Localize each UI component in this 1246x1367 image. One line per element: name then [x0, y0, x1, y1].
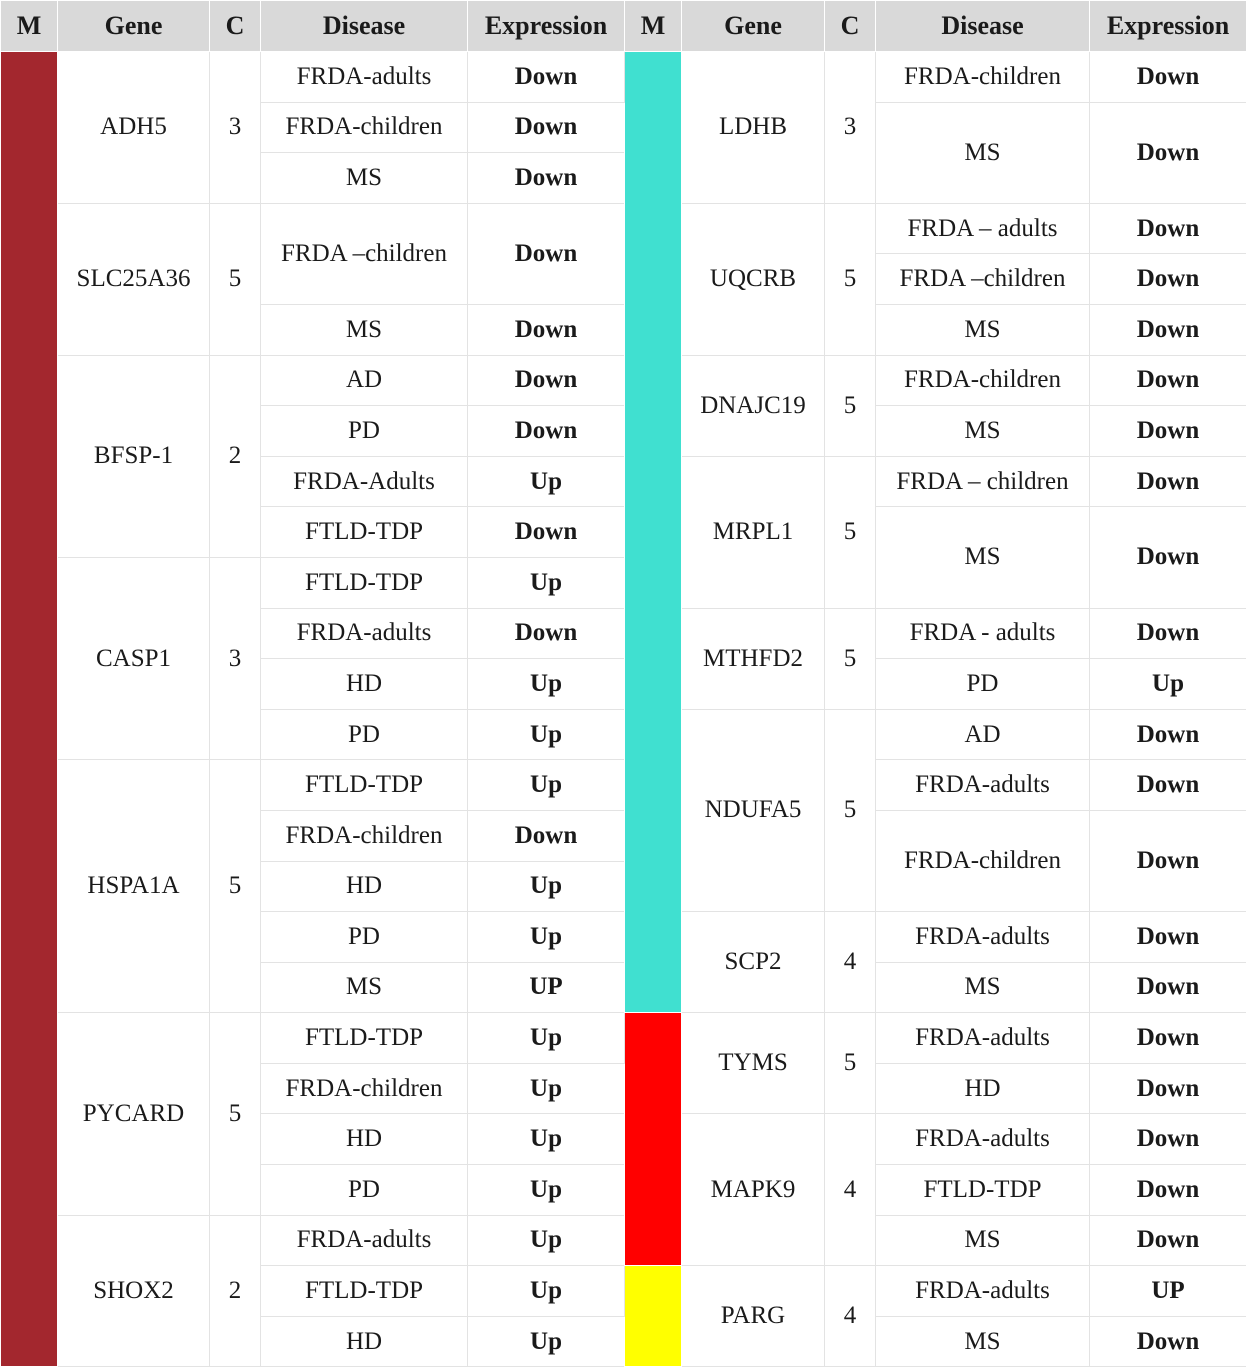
gene-cell: BFSP-1 — [58, 355, 210, 557]
expression-cell: Up — [468, 861, 625, 912]
expression-cell: Down — [468, 304, 625, 355]
expression-cell: Down — [1090, 1114, 1246, 1165]
disease-cell: FRDA-adults — [261, 52, 468, 103]
disease-cell: FRDA – adults — [876, 203, 1090, 254]
expression-cell: Down — [468, 102, 625, 153]
expression-cell: Down — [468, 810, 625, 861]
disease-cell: FRDA-Adults — [261, 456, 468, 507]
table-row — [1, 1215, 1246, 1266]
gene-cell: MAPK9 — [682, 1114, 825, 1266]
gene-cell: SHOX2 — [58, 1215, 210, 1367]
disease-cell: FRDA-adults — [876, 760, 1090, 811]
disease-cell: AD — [876, 709, 1090, 760]
disease-cell: FRDA-adults — [261, 1215, 468, 1266]
count-cell: 5 — [210, 1013, 261, 1215]
header-c-right: C — [825, 1, 876, 52]
disease-cell: MS — [876, 1316, 1090, 1367]
gene-cell: MTHFD2 — [682, 608, 825, 709]
disease-cell: HD — [261, 1114, 468, 1165]
header-m-right: M — [625, 1, 682, 52]
count-cell: 4 — [825, 912, 876, 1013]
count-cell: 5 — [825, 355, 876, 456]
expression-cell: Down — [468, 608, 625, 659]
module-color-cell — [625, 1266, 682, 1367]
count-cell: 4 — [825, 1114, 876, 1266]
disease-cell: MS — [261, 962, 468, 1013]
table-row — [1, 1013, 1246, 1064]
expression-cell: Down — [468, 153, 625, 204]
header-c-left: C — [210, 1, 261, 52]
expression-cell: Down — [1090, 52, 1246, 103]
header-gene-left: Gene — [58, 1, 210, 52]
expression-cell: UP — [468, 962, 625, 1013]
expression-cell: UP — [1090, 1266, 1246, 1317]
expression-cell: Up — [468, 1165, 625, 1216]
count-cell: 5 — [825, 203, 876, 355]
count-cell: 5 — [210, 760, 261, 1013]
disease-cell: HD — [261, 659, 468, 710]
disease-cell: FRDA – children — [876, 456, 1090, 507]
expression-cell: Up — [468, 1266, 625, 1317]
disease-cell: FRDA-children — [876, 52, 1090, 103]
disease-cell: PD — [876, 659, 1090, 710]
module-color-cell — [625, 52, 682, 1013]
gene-cell: TYMS — [682, 1013, 825, 1114]
expression-cell: Up — [468, 912, 625, 963]
expression-cell: Up — [468, 1215, 625, 1266]
module-color-cell — [1, 52, 58, 1367]
count-cell: 5 — [825, 456, 876, 608]
header-disease-left: Disease — [261, 1, 468, 52]
expression-cell: Down — [1090, 203, 1246, 254]
expression-cell: Down — [1090, 355, 1246, 406]
disease-cell: FRDA-adults — [261, 608, 468, 659]
disease-cell: PD — [261, 406, 468, 457]
expression-cell: Down — [1090, 760, 1246, 811]
disease-cell: HD — [261, 861, 468, 912]
expression-cell: Up — [468, 709, 625, 760]
count-cell: 5 — [210, 203, 261, 355]
disease-cell: FRDA-children — [876, 810, 1090, 911]
expression-cell: Down — [1090, 102, 1246, 203]
expression-cell: Down — [1090, 254, 1246, 305]
expression-cell: Down — [468, 507, 625, 558]
gene-cell: CASP1 — [58, 557, 210, 759]
disease-cell: MS — [876, 406, 1090, 457]
expression-cell: Down — [1090, 608, 1246, 659]
gene-cell: MRPL1 — [682, 456, 825, 608]
expression-cell: Down — [1090, 1013, 1246, 1064]
disease-cell: FTLD-TDP — [261, 1013, 468, 1064]
header-disease-right: Disease — [876, 1, 1090, 52]
count-cell: 2 — [210, 1215, 261, 1367]
gene-cell: UQCRB — [682, 203, 825, 355]
module-color-cell — [625, 1013, 682, 1266]
expression-cell: Down — [468, 355, 625, 406]
disease-cell: HD — [261, 1316, 468, 1367]
expression-cell: Down — [1090, 709, 1246, 760]
disease-cell: FRDA –children — [876, 254, 1090, 305]
disease-cell: MS — [261, 304, 468, 355]
expression-cell: Down — [468, 406, 625, 457]
expression-cell: Down — [1090, 304, 1246, 355]
disease-cell: FRDA –children — [261, 203, 468, 304]
disease-cell: FTLD-TDP — [261, 760, 468, 811]
expression-cell: Up — [468, 557, 625, 608]
expression-cell: Down — [1090, 1063, 1246, 1114]
header-gene-right: Gene — [682, 1, 825, 52]
disease-cell: FRDA - adults — [876, 608, 1090, 659]
expression-cell: Down — [1090, 1165, 1246, 1216]
table-row — [1, 355, 1246, 406]
expression-cell: Down — [1090, 507, 1246, 608]
expression-cell: Down — [468, 203, 625, 304]
gene-cell: PARG — [682, 1266, 825, 1367]
expression-cell: Down — [1090, 456, 1246, 507]
expression-cell: Down — [1090, 810, 1246, 911]
expression-cell: Down — [468, 52, 625, 103]
count-cell: 5 — [825, 1013, 876, 1114]
count-cell: 4 — [825, 1266, 876, 1367]
disease-cell: FRDA-adults — [876, 912, 1090, 963]
count-cell: 2 — [210, 355, 261, 557]
disease-cell: FTLD-TDP — [876, 1165, 1090, 1216]
expression-cell: Down — [1090, 406, 1246, 457]
disease-cell: PD — [261, 912, 468, 963]
disease-cell: FRDA-children — [261, 810, 468, 861]
expression-cell: Down — [1090, 912, 1246, 963]
table-row — [1, 52, 1246, 103]
disease-cell: FTLD-TDP — [261, 1266, 468, 1317]
gene-cell: ADH5 — [58, 52, 210, 204]
gene-cell: HSPA1A — [58, 760, 210, 1013]
gene-cell: PYCARD — [58, 1013, 210, 1215]
count-cell: 5 — [825, 709, 876, 911]
gene-cell: SLC25A36 — [58, 203, 210, 355]
header-row — [1, 1, 1246, 52]
disease-cell: PD — [261, 709, 468, 760]
disease-cell: PD — [261, 1165, 468, 1216]
disease-cell: MS — [261, 153, 468, 204]
disease-cell: FRDA-children — [261, 1063, 468, 1114]
disease-cell: AD — [261, 355, 468, 406]
header-expression-left: Expression — [468, 1, 625, 52]
count-cell: 5 — [825, 608, 876, 709]
disease-cell: FTLD-TDP — [261, 557, 468, 608]
disease-cell: FTLD-TDP — [261, 507, 468, 558]
gene-cell: DNAJC19 — [682, 355, 825, 456]
table-row — [1, 760, 1246, 811]
expression-cell: Down — [1090, 962, 1246, 1013]
expression-cell: Up — [468, 1013, 625, 1064]
expression-cell: Up — [468, 1316, 625, 1367]
gene-cell: SCP2 — [682, 912, 825, 1013]
count-cell: 3 — [825, 52, 876, 204]
header-expression-right: Expression — [1090, 1, 1246, 52]
gene-cell: NDUFA5 — [682, 709, 825, 911]
expression-cell: Up — [468, 1114, 625, 1165]
disease-cell: MS — [876, 962, 1090, 1013]
disease-cell: FRDA-children — [261, 102, 468, 153]
count-cell: 3 — [210, 557, 261, 759]
header-m-left: M — [1, 1, 58, 52]
expression-cell: Up — [468, 659, 625, 710]
disease-cell: FRDA-adults — [876, 1114, 1090, 1165]
expression-cell: Down — [1090, 1316, 1246, 1367]
disease-cell: HD — [876, 1063, 1090, 1114]
expression-cell: Up — [468, 1063, 625, 1114]
disease-cell: MS — [876, 507, 1090, 608]
disease-cell: MS — [876, 102, 1090, 203]
expression-cell: Up — [468, 456, 625, 507]
expression-cell: Up — [468, 760, 625, 811]
disease-cell: FRDA-children — [876, 355, 1090, 406]
disease-cell: FRDA-adults — [876, 1266, 1090, 1317]
count-cell: 3 — [210, 52, 261, 204]
expression-cell: Up — [1090, 659, 1246, 710]
table-row — [1, 203, 1246, 254]
disease-cell: MS — [876, 1215, 1090, 1266]
disease-cell: MS — [876, 304, 1090, 355]
expression-cell: Down — [1090, 1215, 1246, 1266]
disease-cell: FRDA-adults — [876, 1013, 1090, 1064]
gene-cell: LDHB — [682, 52, 825, 204]
